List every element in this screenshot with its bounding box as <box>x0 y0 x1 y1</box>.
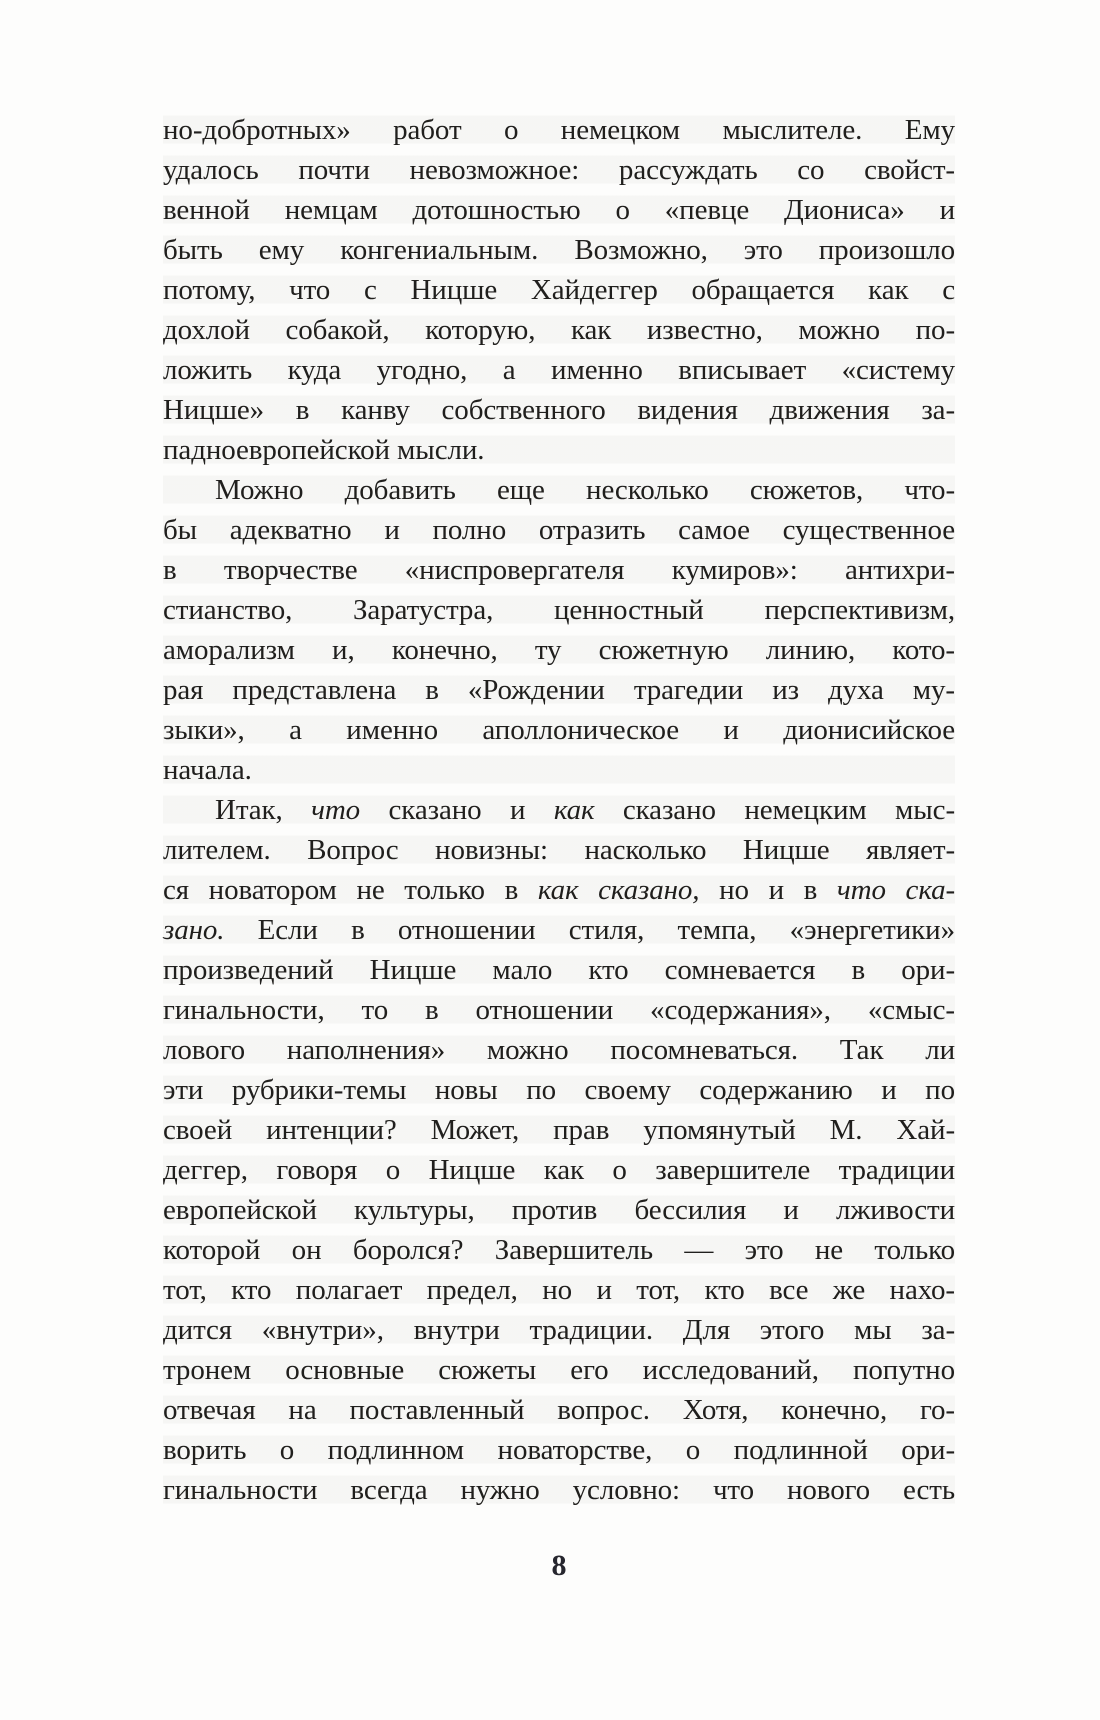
text-segment: начала. <box>163 754 252 786</box>
text-line <box>163 190 955 230</box>
text-segment: бы адекватно и полно отразить самое существенное <box>163 514 955 546</box>
text-line <box>163 790 955 830</box>
text-line <box>163 670 955 710</box>
text-segment: зыки», а именно аполлоническое и дионисийское <box>163 714 955 746</box>
italic-text-segment: что ска- <box>836 874 956 906</box>
text-line <box>163 510 955 550</box>
text-line <box>163 1270 955 1310</box>
text-segment: Итак, <box>215 794 312 826</box>
text-segment: но и в <box>699 874 837 906</box>
text-line <box>163 1110 955 1150</box>
page-number: 8 <box>551 1549 567 1582</box>
text-segment: удалось почти невозможное: рассуждать со свойст- <box>163 154 955 186</box>
text-segment: ворить о подлинном новаторстве, о подлинной ори- <box>163 1434 955 1466</box>
text-segment: своей интенции? Может, прав упомянутый М. Хай- <box>163 1114 955 1146</box>
text-line <box>163 590 955 630</box>
text-segment: падноевропейской мысли. <box>163 434 485 466</box>
text-segment: эти рубрики-темы новы по своему содержанию и по <box>163 1074 955 1106</box>
text-line <box>163 710 955 750</box>
text-segment: рая представлена в «Рождении трагедии из духа му- <box>163 674 955 706</box>
text-segment: ся новатором не только в <box>163 874 538 906</box>
text-line <box>163 230 955 270</box>
text-segment: отвечая на поставленный вопрос. Хотя, конечно, го- <box>163 1394 955 1426</box>
text-line <box>163 1310 955 1350</box>
text-line <box>163 990 955 1030</box>
text-line <box>163 1390 955 1430</box>
text-line <box>163 270 955 310</box>
text-segment: дохлой собакой, которую, как известно, можно по- <box>163 314 955 346</box>
text-line <box>163 1470 955 1510</box>
text-segment: лителем. Вопрос новизны: насколько Ницше являет- <box>163 834 955 866</box>
text-segment: дится «внутри», внутри традиции. Для этого мы за- <box>163 1314 955 1346</box>
text-line <box>163 950 955 990</box>
text-segment: тронем основные сюжеты его исследований, попутно <box>163 1354 955 1386</box>
text-segment: Можно добавить еще несколько сюжетов, что- <box>215 474 955 506</box>
italic-text-segment: как <box>553 794 595 826</box>
italic-text-segment: как сказано, <box>537 874 700 906</box>
text-segment: потому, что с Ницше Хайдеггер обращается как с <box>163 274 955 306</box>
text-line <box>163 110 955 150</box>
text-segment: в творчестве «ниспровергателя кумиров»: антихри- <box>163 554 955 586</box>
text-segment: которой он боролся? Завершитель — это не только <box>163 1234 955 1266</box>
text-line <box>163 350 955 390</box>
text-segment: деггер, говоря о Ницше как о завершителе традиции <box>163 1154 955 1186</box>
text-segment: гинальности всегда нужно условно: что нового есть <box>163 1474 955 1506</box>
text-segment: гинальности, то в отношении «содержания», «смыс- <box>163 994 955 1026</box>
text-segment: но-добротных» работ о немецком мыслителе. Ему <box>163 114 955 146</box>
text-line <box>163 310 955 350</box>
text-segment: сказано немецким мыс- <box>594 794 955 826</box>
text-line <box>163 1230 955 1270</box>
text-segment: быть ему конгениальным. Возможно, это произошло <box>163 234 955 266</box>
text-segment: сказано и <box>360 794 554 826</box>
text-line <box>163 1190 955 1230</box>
text-line <box>163 1030 955 1070</box>
text-segment: аморализм и, конечно, ту сюжетную линию, кото- <box>163 634 955 666</box>
text-segment: лового наполнения» можно посомневаться. Так ли <box>163 1034 955 1066</box>
body-text <box>163 110 955 1510</box>
text-segment: тот, кто полагает предел, но и тот, кто все же нахо- <box>163 1274 955 1306</box>
text-line <box>163 1430 955 1470</box>
text-line <box>163 750 955 790</box>
text-segment: Ницше» в канву собственного видения движения за- <box>163 394 955 426</box>
text-line <box>163 1350 955 1390</box>
italic-text-segment: зано. <box>163 914 225 946</box>
text-line <box>163 630 955 670</box>
text-segment: Если в отношении стиля, темпа, «энергетики» <box>224 914 955 946</box>
text-line <box>163 470 955 510</box>
text-line <box>163 390 955 430</box>
text-line <box>163 910 955 950</box>
text-segment: европейской культуры, против бессилия и лживости <box>163 1194 955 1226</box>
italic-text-segment: что <box>311 794 361 826</box>
text-segment: венной немцам дотошностью о «певце Диониса» и <box>163 194 955 226</box>
text-segment: произведений Ницше мало кто сомневается в ори- <box>163 954 955 986</box>
text-segment: стианство, Заратустра, ценностный перспективизм, <box>163 594 955 626</box>
text-segment: ложить куда угодно, а именно вписывает «систему <box>163 354 955 386</box>
text-line <box>163 1150 955 1190</box>
text-line <box>163 150 955 190</box>
text-line <box>163 830 955 870</box>
text-line <box>163 870 955 910</box>
text-line <box>163 1070 955 1110</box>
text-line <box>163 430 955 470</box>
text-line <box>163 550 955 590</box>
